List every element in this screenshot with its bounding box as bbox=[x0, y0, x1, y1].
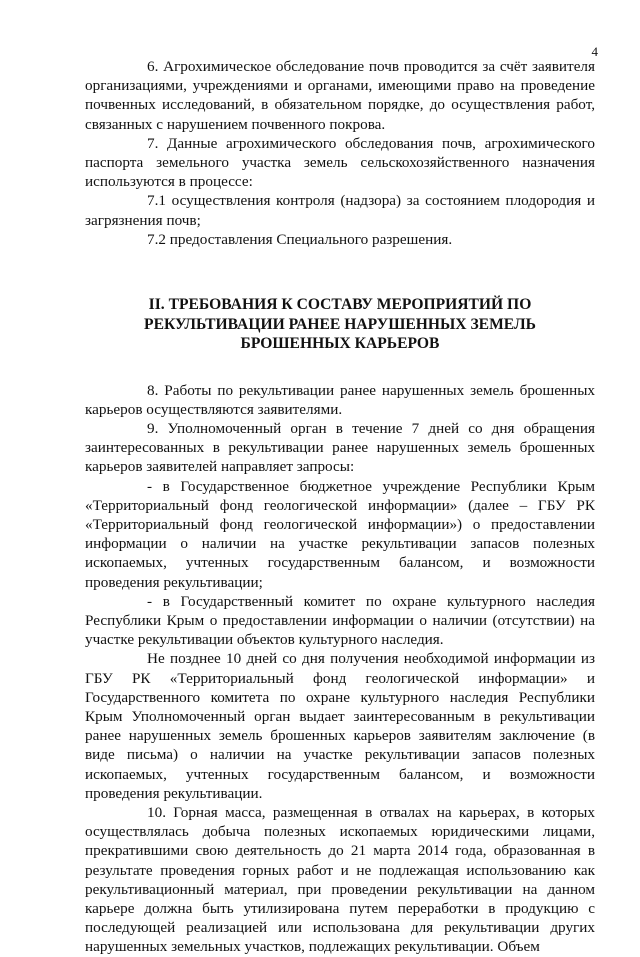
paragraph-9-conclusion: Не позднее 10 дней со дня получения необходимой информации из ГБУ РК «Территориальный фонд геологической информации» и Государственного комитета по охране культурного наследия Республики Крым Уполномоченный орган выдает заинтересованным в рекультивации ранее нарушенных земель брошенных карьеров заявителям заключение (в виде письма) о наличии на участке рекультивации запасов полезных ископаемых, учтенных государственным балансом, и возможности проведения рекультивации. bbox=[85, 650, 595, 802]
paragraph-9-request-gbu: - в Государственное бюджетное учреждение Республики Крым «Территориальный фонд геологической информации» (далее – ГБУ РК «Территориальный фонд геологической информации») о предоставлении информации о наличии на участке рекультивации запасов полезных ископаемых, учтенных государственным балансом, и возможности проведения рекультивации; bbox=[85, 477, 595, 591]
paragraph-9: 9. Уполномоченный орган в течение 7 дней со дня обращения заинтересованных в рекультивации ранее нарушенных земель брошенных карьеров заявителей направляет запросы: bbox=[85, 419, 595, 476]
section-heading: II. ТРЕБОВАНИЯ К СОСТАВУ МЕРОПРИЯТИЙ ПО РЕКУЛЬТИВАЦИИ РАНЕЕ НАРУШЕННЫХ ЗЕМЕЛЬ БРОШЕННЫХ КАРЬЕРОВ bbox=[144, 296, 536, 353]
paragraph-7: 7. Данные агрохимического обследования почв, агрохимического паспорта земельного участка земель сельскохозяйственного назначения используются в процессе: bbox=[85, 134, 595, 191]
document-body bbox=[85, 57, 595, 957]
paragraph-8: 8. Работы по рекультивации ранее нарушенных земель брошенных карьеров осуществляются заявителями. bbox=[85, 381, 595, 418]
page-number: 4 bbox=[591, 44, 598, 59]
paragraph-6: 6. Агрохимическое обследование почв проводится за счёт заявителя организациями, учреждениями и органами, имеющими право на проведение почвенных исследований, в обязательном порядке, до осуществления работ, связанных с нарушением почвенного покрова. bbox=[85, 58, 595, 133]
paragraph-9-request-committee: - в Государственный комитет по охране культурного наследия Республики Крым о предоставлении информации о наличии (отсутствии) на участке рекультивации объектов культурного наследия. bbox=[85, 592, 595, 649]
paragraph-7-1: 7.1 осуществления контроля (надзора) за состоянием плодородия и загрязнения почв; bbox=[85, 192, 595, 229]
paragraph-10: 10. Горная масса, размещенная в отвалах на карьерах, в которых осуществлялась добыча полезных ископаемых юридическими лицами, прекратившими свою деятельность до 21 марта 2014 года, образованная в результате проведения горных работ и не подлежащая использованию как рекультивационный материал, при проведении рекультивации на данном карьере должна быть утилизирована путем переработки в продукцию с последующей реализацией или использована для рекультивации других нарушенных земельных участков, подлежащих рекультивации. Объем bbox=[85, 804, 595, 956]
paragraph-7-2: 7.2 предоставления Специального разрешения. bbox=[147, 230, 453, 248]
